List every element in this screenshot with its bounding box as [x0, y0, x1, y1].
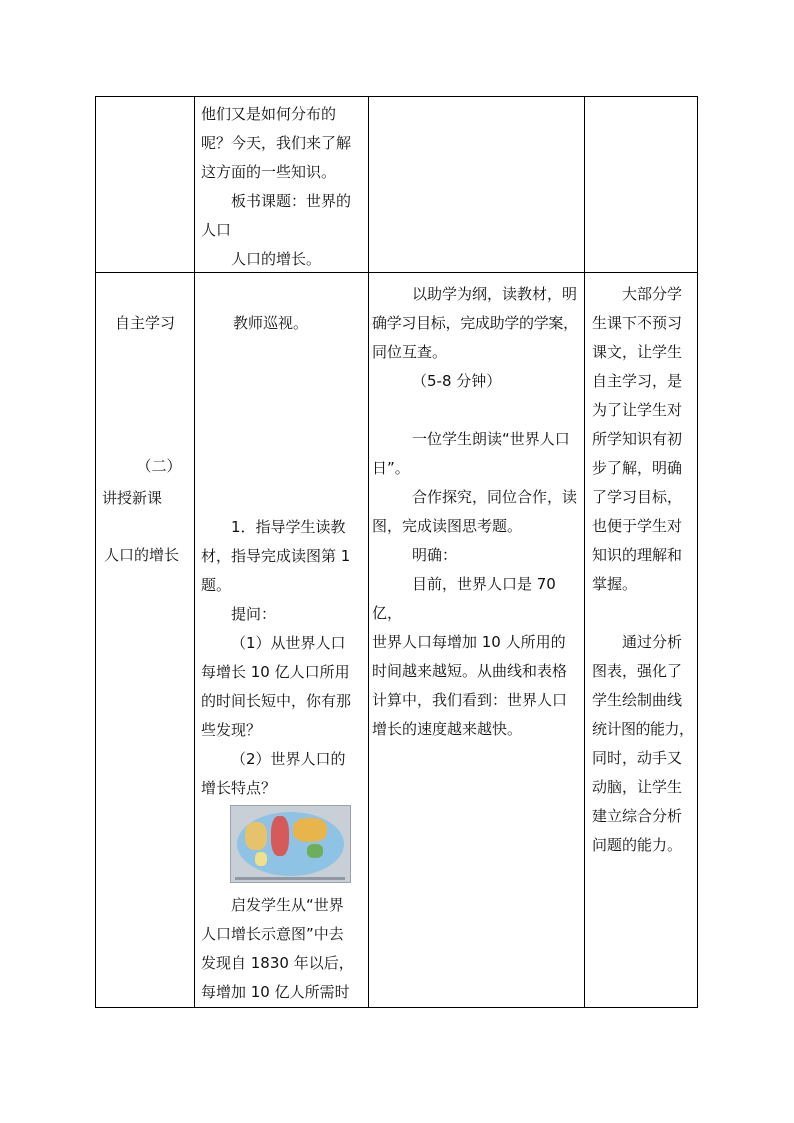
student-line: 增长的速度越来越快。	[372, 720, 523, 738]
col-border-3	[584, 96, 585, 1008]
student-line: 合作探究，同位合作，读	[412, 488, 578, 506]
student-line: 同位互查。	[372, 343, 448, 361]
inspire-block	[201, 891, 366, 1007]
text-line: 他们又是如何分布的	[201, 105, 337, 123]
design-intent	[592, 280, 697, 860]
student-line: 目前，世界人口是 70 亿，	[372, 575, 556, 622]
row-divider	[95, 272, 698, 273]
text-line: 这方面的一些知识。	[201, 163, 337, 181]
question2-line: 增长特点？	[201, 779, 277, 797]
spacer	[592, 599, 697, 628]
map-landmass	[307, 844, 323, 858]
col-border-right	[697, 96, 698, 1008]
row1-teacher-cell	[201, 100, 366, 274]
intent-line: 大部分学	[622, 285, 683, 303]
intent-line: 也便于学生对	[592, 517, 683, 535]
intent-line: 问题的能力。	[592, 836, 683, 854]
board-title: 板书课题：世界的	[231, 192, 352, 210]
map-landmass	[245, 822, 267, 850]
text-line: 呢？今天，我们来了解	[201, 134, 352, 152]
question2-line: （2）世界人口的	[231, 750, 346, 768]
section-number: （二）	[136, 457, 182, 475]
student-line: 图，完成读图思考题。	[372, 517, 523, 535]
student-line: 确学习目标，完成助学的学案，	[372, 314, 578, 332]
student-line: 世界人口每增加 10 人所用的	[372, 633, 566, 651]
spacer	[372, 396, 584, 425]
question1-line: （1）从世界人口	[231, 634, 346, 652]
world-population-map-image	[230, 805, 351, 883]
intent-line: 图表，强化了	[592, 662, 683, 680]
intent-line: 建立综合分析	[592, 807, 683, 825]
student-line: 一位学生朗读“世界人口	[412, 430, 570, 448]
section-topic: 人口的增长	[104, 546, 180, 564]
inspire-line: 启发学生从“世界	[231, 896, 344, 914]
stage-self-study: 自主学习	[114, 314, 175, 332]
student-line: 以助学为纲，读教材，明	[412, 285, 578, 303]
intent-line: 知识的理解和	[592, 546, 683, 564]
question1-line: 每增长 10 亿人口所用	[201, 663, 350, 681]
map-landmass	[293, 818, 327, 842]
teacher-patrol: 教师巡视。	[233, 314, 309, 332]
intent-line: 步了解，明确	[592, 459, 683, 477]
step1-line: 1．指导学生读教	[231, 518, 346, 536]
question1-line: 些发现？	[201, 721, 262, 739]
question1-line: 的时间长短中，你有那	[201, 692, 352, 710]
table-top-border	[95, 96, 698, 97]
intent-line: 生课下不预习	[592, 314, 683, 332]
step1-line: 题。	[201, 576, 232, 594]
inspire-line: 发现自 1830 年以后，	[201, 954, 354, 972]
ask-label: 提问：	[231, 605, 277, 623]
step1-line: 材，指导完成读图第 1	[201, 547, 351, 565]
intent-line: 自主学习，是	[592, 372, 683, 390]
student-line: 时间越来越短。从曲线和表格	[372, 662, 568, 680]
teacher-activities	[201, 513, 366, 803]
intent-line: 学生绘制曲线	[592, 691, 683, 709]
intent-line: 所学知识有初	[592, 430, 683, 448]
student-activities	[372, 280, 584, 744]
inspire-line: 人口增长示意图”中去	[201, 925, 344, 943]
intent-line: 了学习目标，	[592, 488, 683, 506]
intent-line: 掌握。	[592, 575, 638, 593]
board-title-cont: 人口	[201, 221, 232, 239]
student-line: 日”。	[372, 459, 410, 477]
clear-label: 明确：	[412, 546, 458, 564]
time-note: （5-8 分钟）	[412, 372, 502, 390]
table-bottom-border	[95, 1007, 698, 1008]
lesson-subtitle: 人口的增长。	[231, 250, 322, 268]
intent-line: 统计图的能力，	[592, 720, 694, 738]
intent-line: 同时，动手又	[592, 749, 683, 767]
col-border-left	[95, 96, 96, 1008]
section-name: 讲授新课	[102, 489, 163, 507]
intent-line: 通过分析	[622, 633, 683, 651]
student-line: 计算中，我们看到：世界人口	[372, 691, 568, 709]
map-landmass	[255, 852, 267, 866]
inspire-line: 每增加 10 亿人所需时	[201, 983, 350, 1001]
col-border-2	[368, 96, 369, 1008]
map-caption-strip	[235, 877, 345, 880]
intent-line: 课文，让学生	[592, 343, 683, 361]
intent-line: 为了让学生对	[592, 401, 683, 419]
intent-line: 动脑，让学生	[592, 778, 683, 796]
map-landmass	[271, 816, 289, 856]
